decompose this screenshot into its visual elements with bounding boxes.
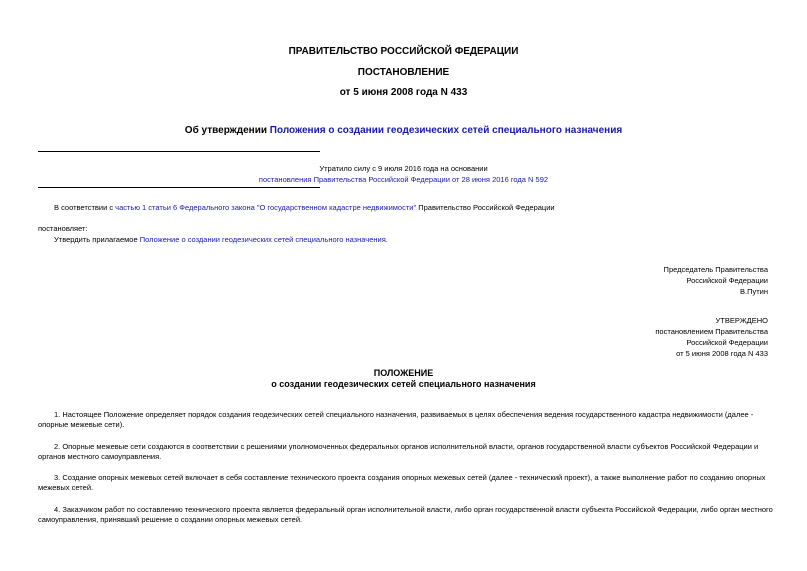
approval-date: от 5 июня 2008 года N 433: [676, 349, 768, 358]
signature-position: Председатель Правительства: [663, 265, 768, 274]
approval-by: постановлением Правительства: [655, 327, 768, 336]
regulation-item-3: 3. Создание опорных межевых сетей включает в себя составление технического проекта создания опорных межевых сетей (далее - технический проект), а также выполнение работ по созданию опорных межевых сетей.: [38, 473, 766, 492]
document-title: [0, 125, 807, 136]
approval-stamp: УТВЕРЖДЕНО: [715, 316, 768, 325]
preamble-suffix: Правительство Российской Федерации: [416, 203, 555, 212]
document-date-number: от 5 июня 2008 года N 433: [339, 87, 468, 98]
note-bottom-rule: [38, 187, 320, 188]
signature-block: [664, 264, 768, 297]
note-link[interactable]: постановления Правительства Российской Федерации от 28 июня 2016 года N 592: [258, 175, 549, 184]
preamble: [38, 203, 778, 213]
preamble-law-link[interactable]: частью 1 статьи 6 Федерального закона "О государственном кадастре недвижимости": [115, 203, 417, 212]
title-link[interactable]: Положения о создании геодезических сетей специального назначения: [269, 125, 623, 136]
regulation-title: ПОЛОЖЕНИЕ: [373, 368, 434, 378]
signature-name: В.Путин: [740, 287, 768, 296]
regulation-item-4: 4. Заказчиком работ по составлению технического проекта является федеральный орган исполнительной власти, либо орган государственной власти субъекта Российской Федерации, либо орган местного самоуправления, принявший решение о создании опорных межевых сетей.: [38, 505, 773, 524]
approval-block: [655, 315, 768, 359]
decree-label: постановляет:: [38, 224, 88, 233]
signature-country: Российской Федерации: [686, 276, 768, 285]
decree-regulation-link[interactable]: Положение о создании геодезических сетей специального назначения: [139, 235, 386, 244]
regulation-subtitle: о создании геодезических сетей специального назначения: [271, 379, 536, 389]
approval-country: Российской Федерации: [686, 338, 768, 347]
preamble-prefix: В соответствии с: [54, 203, 116, 212]
title-prefix: Об утверждении: [184, 125, 270, 136]
document-type: ПОСТАНОВЛЕНИЕ: [357, 67, 450, 78]
note-line: Утратило силу с 9 июля 2016 года на основании: [319, 164, 488, 173]
government-heading: ПРАВИТЕЛЬСТВО РОССИЙСКОЙ ФЕДЕРАЦИИ: [288, 46, 519, 57]
decree-prefix: Утвердить прилагаемое: [54, 235, 140, 244]
regulation-item-2: 2. Опорные межевые сети создаются в соответствии с решениями уполномоченных федеральных органов исполнительной власти, органов государственной власти субъектов Российской Федерации и органов местного самоуправления.: [38, 442, 759, 461]
regulation-item-1: 1. Настоящее Положение определяет порядок создания геодезических сетей специального назначения, развиваемых в целях обеспечения ведения государственного кадастра недвижимости (далее - опорные межевые сети).: [38, 410, 754, 429]
note-top-rule: [38, 151, 320, 152]
decree-suffix: .: [385, 235, 388, 244]
decree-text: [54, 235, 388, 244]
